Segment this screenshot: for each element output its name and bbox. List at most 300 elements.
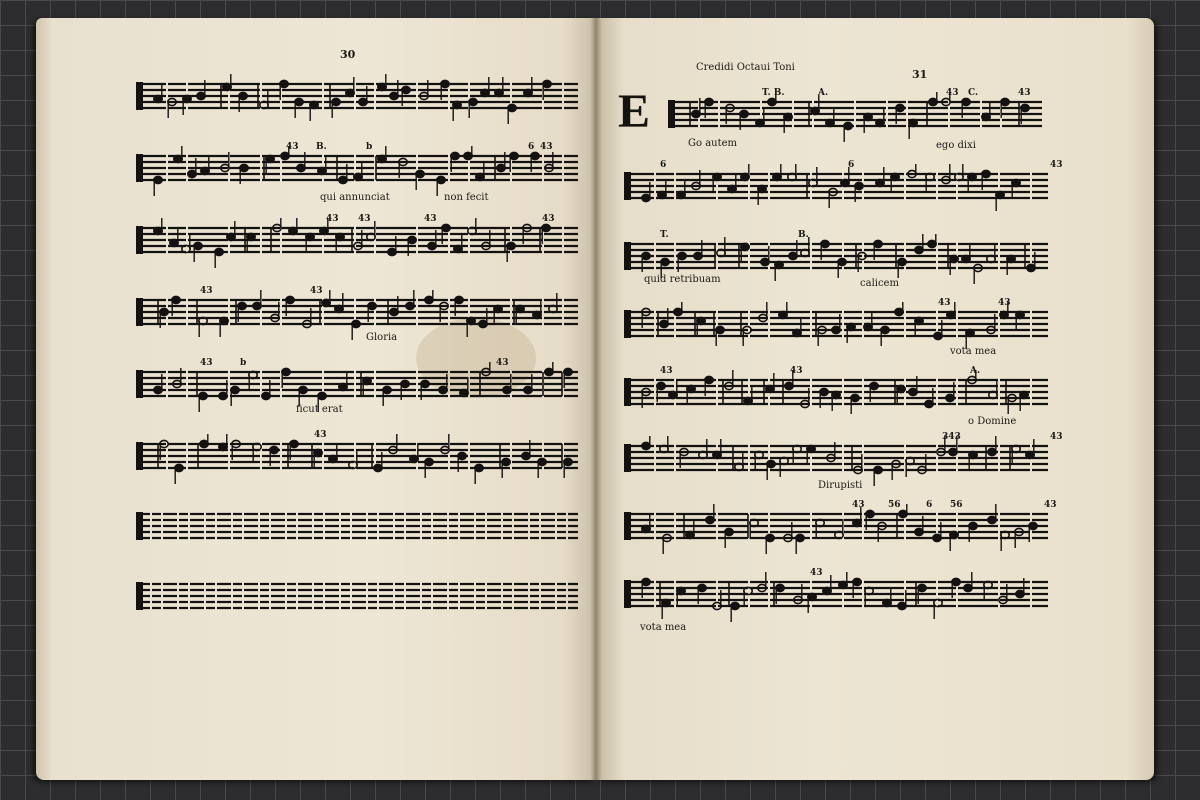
note-head — [731, 602, 739, 609]
figured-bass-number: B. — [798, 230, 809, 240]
figured-bass-number: 43 — [1018, 88, 1031, 98]
note-head — [968, 173, 976, 180]
note-head — [378, 155, 386, 162]
figured-bass-number: 43 — [326, 214, 339, 224]
figured-bass-number: 43 — [998, 298, 1011, 308]
note-head — [851, 394, 859, 401]
note-head — [227, 233, 235, 240]
note-head — [775, 261, 783, 268]
lyric-qui-annunciat: qui annunciat — [320, 192, 390, 203]
note-head — [1000, 311, 1008, 318]
figured-bass-number: 43 — [852, 500, 865, 510]
note-head — [481, 89, 489, 96]
book-spine — [590, 18, 602, 780]
note-head — [807, 445, 815, 452]
note-head — [883, 599, 891, 606]
note-head — [170, 239, 178, 246]
note-head — [408, 236, 416, 243]
note-head — [318, 392, 326, 399]
note-head — [784, 113, 792, 120]
note-head — [1029, 522, 1037, 529]
figured-bass-number: T. — [660, 230, 669, 240]
note-head — [223, 83, 231, 90]
figured-bass-number: 6 — [528, 142, 535, 152]
note-head — [467, 317, 475, 324]
note-head — [194, 242, 202, 249]
figured-bass-number: T. B. — [762, 88, 785, 98]
figured-bass-number: 43 — [542, 214, 555, 224]
note-head — [266, 155, 274, 162]
figured-bass-number: 43 — [790, 366, 803, 376]
staff-notation — [136, 218, 578, 272]
note-head — [1001, 98, 1009, 105]
figured-bass-number: A. — [818, 88, 829, 98]
note-head — [197, 92, 205, 99]
music-staff — [136, 574, 578, 628]
note-head — [383, 386, 391, 393]
note-head — [154, 176, 162, 183]
note-head — [839, 581, 847, 588]
lyric-calicem: calicem — [860, 278, 899, 289]
note-head — [318, 167, 326, 174]
clef-icon — [624, 310, 631, 338]
note-head — [874, 240, 882, 247]
note-head — [766, 385, 774, 392]
note-head — [808, 593, 816, 600]
clef-icon — [136, 154, 143, 182]
figured-bass-number: 43 — [1050, 160, 1063, 170]
clef-icon — [624, 172, 631, 200]
note-head — [744, 397, 752, 404]
page-number-right: 31 — [912, 68, 928, 81]
clef-icon — [136, 226, 143, 254]
open-music-book — [36, 18, 1154, 780]
note-head — [469, 98, 477, 105]
note-head — [406, 302, 414, 309]
music-staff — [624, 572, 1048, 626]
figured-bass-number: 43 — [946, 88, 959, 98]
note-head — [915, 317, 923, 324]
note-head — [289, 227, 297, 234]
note-head — [962, 98, 970, 105]
figured-bass-number: b — [240, 358, 247, 368]
note-head — [838, 258, 846, 265]
note-head — [322, 299, 330, 306]
music-staff — [136, 504, 578, 558]
note-head — [909, 388, 917, 395]
note-head — [475, 464, 483, 471]
note-head — [231, 386, 239, 393]
note-head — [531, 152, 539, 159]
note-head — [898, 258, 906, 265]
note-head — [172, 296, 180, 303]
figured-bass-number: 6 — [848, 160, 855, 170]
note-head — [915, 528, 923, 535]
staff-notation — [624, 572, 1048, 626]
note-head — [950, 255, 958, 262]
note-head — [453, 101, 461, 108]
note-head — [425, 296, 433, 303]
figured-bass-number: 6 — [660, 160, 667, 170]
figured-bass-number: B. — [316, 142, 327, 152]
music-staff — [136, 434, 578, 488]
music-staff — [136, 218, 578, 272]
note-head — [694, 252, 702, 259]
note-head — [915, 246, 923, 253]
note-head — [1012, 179, 1020, 186]
note-head — [758, 185, 766, 192]
clef-icon — [668, 100, 675, 128]
lyric-dirupisti: Dirupisti — [818, 480, 863, 491]
note-head — [952, 578, 960, 585]
note-head — [966, 329, 974, 336]
figured-bass-number: 43 — [660, 366, 673, 376]
right-page — [596, 18, 1154, 780]
note-head — [716, 326, 724, 333]
note-head — [1026, 451, 1034, 458]
note-head — [662, 599, 670, 606]
note-head — [870, 382, 878, 389]
note-head — [642, 252, 650, 259]
note-head — [768, 98, 776, 105]
staff-notation — [624, 164, 1048, 218]
note-head — [864, 113, 872, 120]
note-head — [766, 534, 774, 541]
music-staff — [624, 164, 1048, 218]
note-head — [425, 458, 433, 465]
figured-bass-number: 43 — [286, 142, 299, 152]
note-head — [660, 320, 668, 327]
note-head — [866, 510, 874, 517]
note-head — [437, 176, 445, 183]
note-head — [359, 98, 367, 105]
note-head — [969, 522, 977, 529]
note-head — [713, 173, 721, 180]
note-head — [740, 110, 748, 117]
note-head — [354, 173, 362, 180]
figured-bass-number: 43 — [496, 358, 509, 368]
figured-bass-number: C. — [968, 88, 979, 98]
note-head — [832, 326, 840, 333]
clef-icon — [624, 378, 631, 406]
note-head — [705, 98, 713, 105]
note-head — [741, 243, 749, 250]
note-head — [706, 516, 714, 523]
note-head — [510, 152, 518, 159]
note-head — [909, 119, 917, 126]
note-head — [200, 440, 208, 447]
note-head — [281, 152, 289, 159]
note-head — [199, 392, 207, 399]
figured-bass-number: 343 — [942, 432, 961, 442]
staff-notation — [136, 74, 578, 128]
note-head — [247, 233, 255, 240]
note-head — [988, 448, 996, 455]
note-head — [1016, 311, 1024, 318]
note-head — [950, 531, 958, 538]
note-head — [982, 170, 990, 177]
note-head — [642, 194, 650, 201]
lyric-non-fecit: non fecit — [444, 192, 489, 203]
lyric-ficut-erat: ficut erat — [296, 404, 343, 415]
note-head — [524, 89, 532, 96]
note-head — [368, 302, 376, 309]
note-head — [898, 602, 906, 609]
note-head — [728, 185, 736, 192]
staff-notation — [136, 434, 578, 488]
note-head — [874, 466, 882, 473]
music-staff — [136, 74, 578, 128]
note-head — [918, 584, 926, 591]
note-head — [564, 458, 572, 465]
figured-bass-number: A. — [970, 366, 981, 376]
note-head — [188, 170, 196, 177]
staff-notation — [624, 504, 1048, 558]
note-head — [705, 376, 713, 383]
note-head — [502, 458, 510, 465]
note-head — [1016, 590, 1024, 597]
note-head — [219, 392, 227, 399]
note-head — [286, 296, 294, 303]
note-head — [533, 311, 541, 318]
note-head — [154, 386, 162, 393]
note-head — [657, 382, 665, 389]
note-head — [933, 534, 941, 541]
clef-icon — [136, 82, 143, 110]
note-head — [896, 104, 904, 111]
note-head — [220, 317, 228, 324]
note-head — [821, 240, 829, 247]
page-number-left: 30 — [340, 48, 356, 61]
note-head — [262, 392, 270, 399]
note-head — [253, 302, 261, 309]
note-head — [464, 152, 472, 159]
clef-icon — [136, 582, 143, 610]
note-head — [793, 329, 801, 336]
note-head — [773, 173, 781, 180]
note-head — [363, 377, 371, 384]
lyric-ego-dixi: ego dixi — [936, 140, 976, 151]
note-head — [946, 394, 954, 401]
note-head — [962, 255, 970, 262]
note-head — [352, 320, 360, 327]
note-head — [183, 95, 191, 102]
figured-bass-number: 43 — [358, 214, 371, 224]
figured-bass-number: 43 — [200, 286, 213, 296]
note-head — [661, 258, 669, 265]
lyric-vota-mea-1: vota mea — [950, 346, 997, 357]
note-head — [929, 98, 937, 105]
note-head — [402, 86, 410, 93]
note-head — [494, 305, 502, 312]
note-head — [969, 451, 977, 458]
note-head — [542, 224, 550, 231]
figured-bass-number: 56 — [888, 500, 901, 510]
figured-bass-number: 6 — [926, 500, 933, 510]
note-head — [160, 308, 168, 315]
note-head — [154, 227, 162, 234]
note-head — [290, 440, 298, 447]
note-head — [320, 227, 328, 234]
note-head — [240, 164, 248, 171]
note-head — [820, 388, 828, 395]
note-head — [876, 119, 884, 126]
figured-bass-number: 43 — [1050, 432, 1063, 442]
note-head — [761, 258, 769, 265]
figured-bass-number: 43 — [938, 298, 951, 308]
note-head — [299, 386, 307, 393]
note-head — [947, 311, 955, 318]
note-head — [314, 449, 322, 456]
note-head — [508, 104, 516, 111]
note-head — [282, 368, 290, 375]
note-head — [390, 92, 398, 99]
note-head — [374, 464, 382, 471]
note-head — [335, 305, 343, 312]
note-head — [785, 382, 793, 389]
note-head — [996, 191, 1004, 198]
staff-notation — [136, 574, 578, 628]
note-head — [454, 245, 462, 252]
note-head — [280, 80, 288, 87]
figured-bass-number: b — [366, 142, 373, 152]
music-staff — [136, 362, 578, 416]
lyric-quid-retribuam: quid retribuam — [644, 274, 721, 285]
note-head — [174, 155, 182, 162]
music-staff — [136, 290, 578, 344]
lyric-gloria: Gloria — [366, 332, 398, 343]
note-head — [516, 305, 524, 312]
note-head — [306, 233, 314, 240]
note-head — [895, 308, 903, 315]
note-head — [201, 167, 209, 174]
note-head — [988, 516, 996, 523]
note-head — [964, 584, 972, 591]
note-head — [522, 452, 530, 459]
note-head — [564, 368, 572, 375]
left-page — [36, 18, 596, 780]
note-head — [503, 386, 511, 393]
note-head — [928, 240, 936, 247]
note-head — [538, 458, 546, 465]
staff-notation — [136, 362, 578, 416]
note-head — [451, 152, 459, 159]
figured-bass-number: 56 — [950, 500, 963, 510]
note-head — [677, 191, 685, 198]
note-head — [1021, 104, 1029, 111]
note-head — [401, 380, 409, 387]
note-head — [832, 391, 840, 398]
note-head — [642, 578, 650, 585]
figured-bass-number: 43 — [314, 430, 327, 440]
clef-icon — [136, 298, 143, 326]
note-head — [495, 89, 503, 96]
note-head — [741, 173, 749, 180]
note-head — [1020, 391, 1028, 398]
figured-bass-number: 43 — [310, 286, 323, 296]
note-head — [853, 578, 861, 585]
decorated-initial: E — [618, 85, 651, 138]
note-head — [439, 386, 447, 393]
note-head — [692, 110, 700, 117]
note-head — [844, 122, 852, 129]
clef-icon — [136, 442, 143, 470]
note-head — [175, 464, 183, 471]
clef-icon — [624, 580, 631, 608]
lyric-go-autem: Go autem — [688, 138, 738, 149]
note-head — [697, 317, 705, 324]
note-head — [476, 173, 484, 180]
figured-bass-number: 43 — [810, 568, 823, 578]
note-head — [899, 510, 907, 517]
note-head — [543, 80, 551, 87]
note-head — [864, 323, 872, 330]
note-head — [524, 386, 532, 393]
lyric-o-domine: o Domine — [968, 416, 1017, 427]
note-head — [826, 119, 834, 126]
note-head — [545, 368, 553, 375]
note-head — [949, 448, 957, 455]
note-head — [767, 460, 775, 467]
note-head — [238, 302, 246, 309]
note-head — [215, 248, 223, 255]
note-head — [891, 173, 899, 180]
note-head — [416, 170, 424, 177]
note-head — [458, 452, 466, 459]
note-head — [428, 242, 436, 249]
note-head — [332, 98, 340, 105]
figured-bass-number: 43 — [540, 142, 553, 152]
note-head — [1027, 264, 1035, 271]
note-head — [410, 455, 418, 462]
note-head — [336, 233, 344, 240]
note-head — [479, 320, 487, 327]
note-head — [1007, 255, 1015, 262]
note-head — [876, 179, 884, 186]
note-head — [776, 584, 784, 591]
note-head — [339, 383, 347, 390]
clef-icon — [624, 444, 631, 472]
note-head — [297, 164, 305, 171]
note-head — [507, 242, 515, 249]
note-head — [442, 224, 450, 231]
clef-icon — [624, 512, 631, 540]
note-head — [455, 296, 463, 303]
note-head — [881, 326, 889, 333]
note-head — [811, 107, 819, 114]
clef-icon — [624, 242, 631, 270]
note-head — [855, 182, 863, 189]
note-head — [796, 534, 804, 541]
figured-bass-number: 43 — [200, 358, 213, 368]
note-head — [219, 443, 227, 450]
note-head — [925, 400, 933, 407]
note-head — [669, 391, 677, 398]
note-head — [687, 385, 695, 392]
note-head — [239, 92, 247, 99]
note-head — [982, 113, 990, 120]
note-head — [678, 252, 686, 259]
note-head — [390, 308, 398, 315]
staff-notation — [136, 504, 578, 558]
note-head — [295, 98, 303, 105]
note-head — [388, 248, 396, 255]
note-head — [310, 101, 318, 108]
note-head — [841, 179, 849, 186]
note-head — [658, 191, 666, 198]
staff-notation — [136, 290, 578, 344]
note-head — [725, 528, 733, 535]
